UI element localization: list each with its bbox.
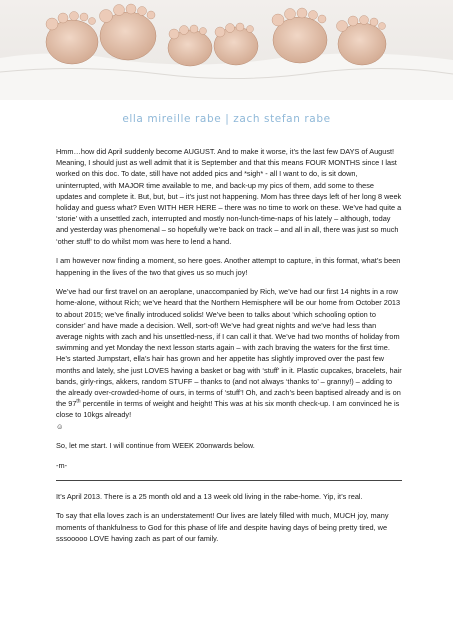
updates-text-b: percentile in terms of weight and height! This was at his six month check-up. I am convinced he is close to 10kgs already! [56,399,400,420]
paragraph-updates [56,286,402,432]
paragraph-april: It’s April 2013. There is a 25 month old and a 13 week old living in the rabe-home. Yip, it’s real. [56,491,363,501]
paragraph-moment: I am however now finding a moment, so here goes. Another attempt to capture, in this format, what’s been happening in the lives of the two that gives us so much joy! [56,256,401,277]
child-names-heading: ella mireille rabe | zach stefan rabe [122,113,331,125]
superscript-th: th [76,398,81,405]
paragraph-love: To say that ella loves zach is an understatement! Our lives are lately filled with much, MUCH joy, many moments of thankfulness to God for this phase of life and despite having days of being pretty tired, we sssooooo LOVE having zach as part of our family. [56,511,389,543]
section-divider [56,480,402,481]
signoff: -m- [56,461,68,471]
document-body [56,146,402,553]
paragraph-intro: Hmm…how did April suddenly become AUGUST. And to make it worse, it’s the last few DAYS of August! Meaning, I should just as well admit that it is September and that this means FOUR MONTHS since I last worked on this doc. To date, still have not added pics and *sigh* - all I want to do, is sit down, uninterrupted, with MAJOR time available to me, and back-up my pics of them, add some to these updates and complete it. But, but, but – it’s just not happening. Mom has three days left of her long 8 week holiday and guess what? Even WITH HER HERE – there was no time to work on these. We’ve had quite a ‘storie’ with a unsettled zach, interrupted and mostly non-lunch-time-naps of his lately – although, today and yesterday was phenomenal – so hopefully we’re back on track – and all in all, there was just so much ‘other stuff’ to do whilst mom was here to lend a hand. [56,147,402,246]
smiley-icon: ☺ [56,421,64,431]
feet-photo [0,0,453,100]
paragraph-start: So, let me start. I will continue from WEEK 20onwards below. [56,441,255,451]
updates-text-a: We’ve had our first travel on an aeroplane, unaccompanied by Rich, we’ve had our first 14 nights in a row home-alone, without Rich; we’ve heard that the Northern Hemisphere will be our home from October 2013 to about 2015; we’ve finally introduced solids! We’ve been to talks about ‘which schooling option to consider’ and have made a decision. Well, sort-of! We’ve had great nights and we’ve had less than average nights with zach and his unsettled-ness, if I can call it that. We’ve had two months of holiday from swimming and yet Monday the next lesson starts again – with zach braving the waters for the first time. He’s started Jumpstart, ella’s hair has grown and her appetite has slightly improved over the past few months and lately, she just LOVES having a basket or bag with ‘stuff’ in it. Plastic cupcakes, bracelets, hair bands, girly-rings, akkers, random STUFF – thanks to (and not always ‘thanks to’ – granny!) – adding to the already over-crowded-home of ours, in terms of ‘stuff’! Oh, and zach’s been baptised already and is on the 97 [56,287,402,409]
header-photo [0,0,453,100]
